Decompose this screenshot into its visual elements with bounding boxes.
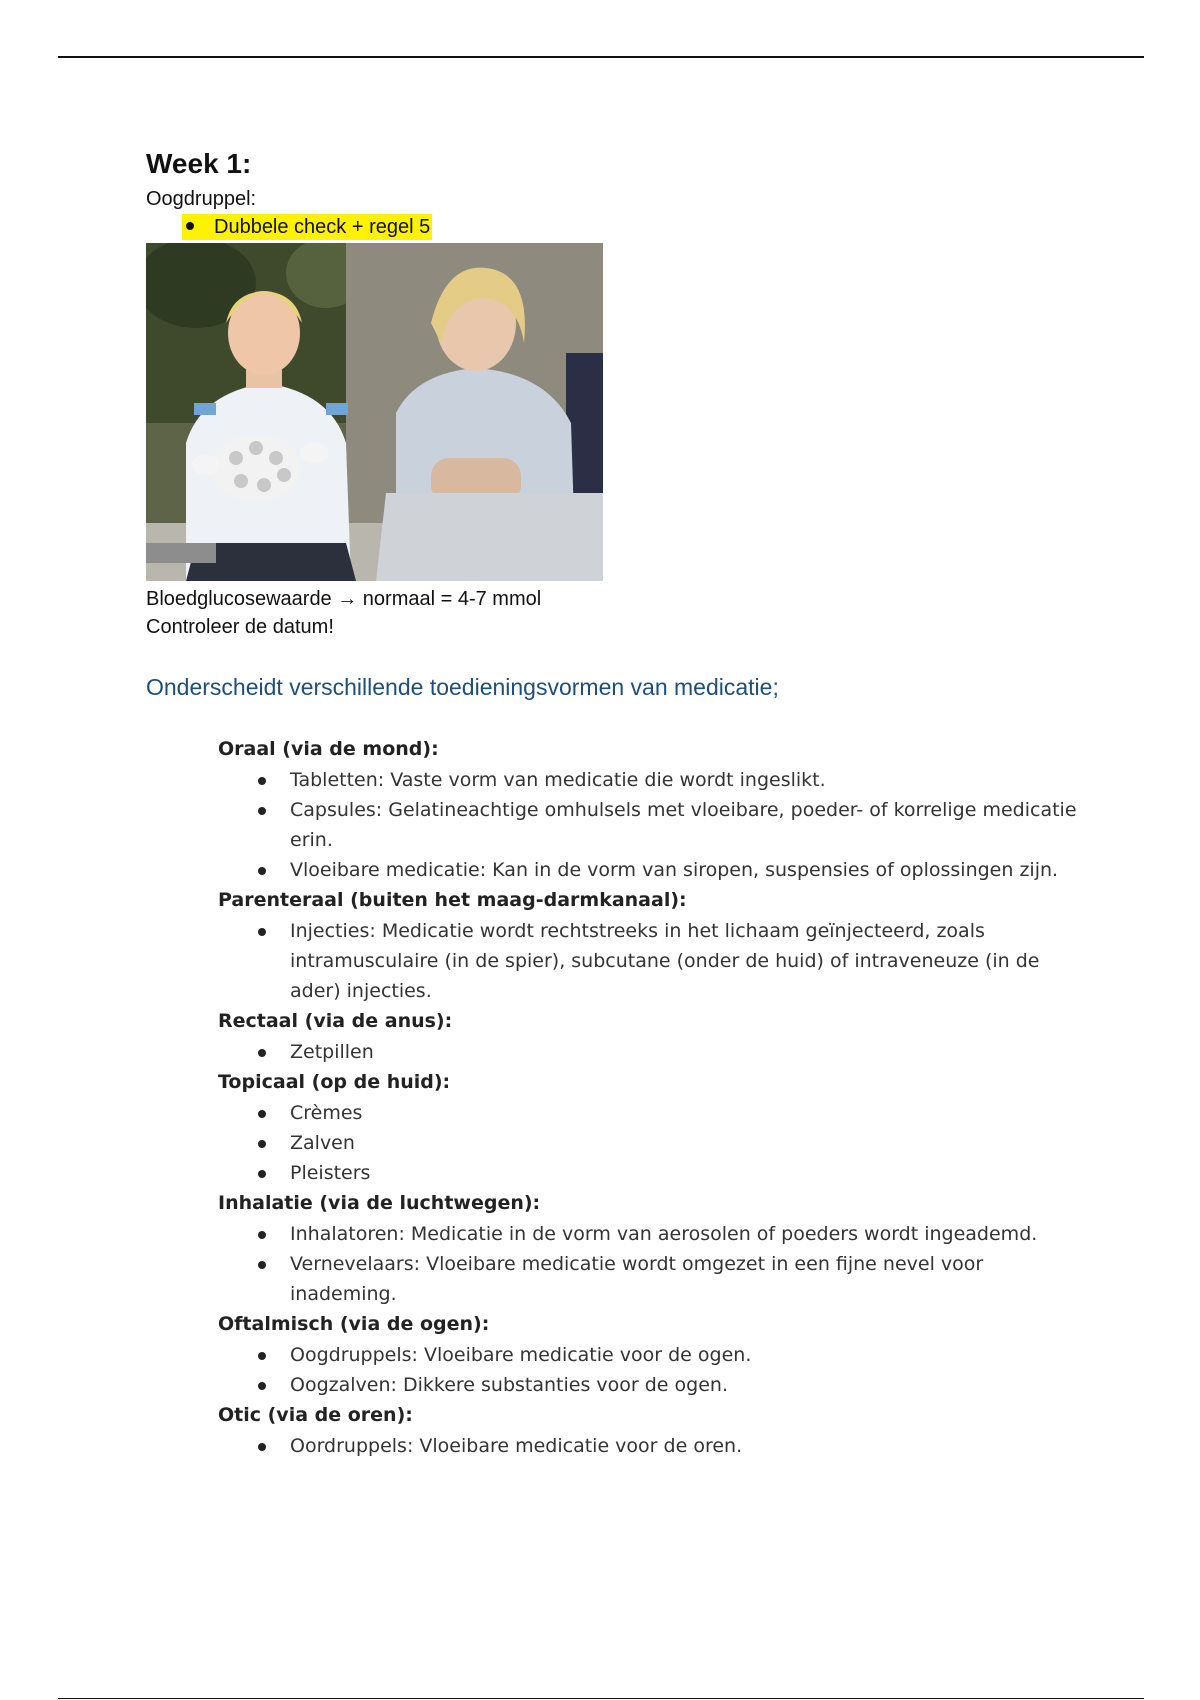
section-heading: Onderscheidt verschillende toedieningsvormen van medicatie; xyxy=(146,674,779,700)
category-label: Otic (via de oren): xyxy=(218,1404,413,1426)
list-item: Tabletten: Vaste vorm van medicatie die wordt ingeslikt. xyxy=(218,765,1078,795)
list-item: Vloeibare medicatie: Kan in de vorm van siropen, suspensies of oplossingen zijn. xyxy=(218,855,1078,885)
administration-forms-list xyxy=(218,734,1078,1461)
category-label: Oraal (via de mond): xyxy=(218,738,439,760)
list-item: Zetpillen xyxy=(218,1037,1078,1067)
date-check-note: Controleer de datum! xyxy=(146,616,334,638)
highlighted-text: Dubbele check + regel 5 xyxy=(214,216,431,238)
list-item: Injecties: Medicatie wordt rechtstreeks in het lichaam geïnjecteerd, zoals intramusculaire (in de spier), subcutane (onder de huid) of intraveneuze (in de ader) injecties. xyxy=(218,916,1078,1006)
nurse-patient-photo xyxy=(146,243,603,581)
list-item: Oordruppels: Vloeibare medicatie voor de oren. xyxy=(218,1431,1078,1461)
category-label: Topicaal (op de huid): xyxy=(218,1071,451,1093)
category-label: Rectaal (via de anus): xyxy=(218,1010,453,1032)
top-rule xyxy=(58,56,1144,58)
list-item: Capsules: Gelatineachtige omhulsels met vloeibare, poeder- of korrelige medicatie erin. xyxy=(218,795,1078,855)
list-item: Oogzalven: Dikkere substanties voor de ogen. xyxy=(218,1370,1078,1400)
highlighted-bullet xyxy=(182,214,432,240)
bullet-icon xyxy=(186,222,194,230)
form-group-ophthalmic xyxy=(218,1309,1078,1400)
list-item: Crèmes xyxy=(218,1098,1078,1128)
bottom-rule xyxy=(58,1698,1144,1699)
week-title: Week 1: xyxy=(146,148,252,179)
form-group-topical xyxy=(218,1067,1078,1188)
list-item: Zalven xyxy=(218,1128,1078,1158)
list-item: Pleisters xyxy=(218,1158,1078,1188)
form-group-otic xyxy=(218,1400,1078,1461)
category-label: Parenteraal (buiten het maag-darmkanaal): xyxy=(218,889,687,911)
form-group-rectal xyxy=(218,1006,1078,1067)
category-label: Inhalatie (via de luchtwegen): xyxy=(218,1192,541,1214)
form-group-parenteral xyxy=(218,885,1078,1006)
list-item: Oogdruppels: Vloeibare medicatie voor de ogen. xyxy=(218,1340,1078,1370)
list-item: Vernevelaars: Vloeibare medicatie wordt omgezet in een fijne nevel voor inademing. xyxy=(218,1249,1078,1309)
form-group-inhalation xyxy=(218,1188,1078,1309)
eye-drop-label: Oogdruppel: xyxy=(146,188,257,210)
category-label: Oftalmisch (via de ogen): xyxy=(218,1313,490,1335)
glucose-note: Bloedglucosewaarde → normaal = 4-7 mmol xyxy=(146,588,542,610)
list-item: Inhalatoren: Medicatie in de vorm van aerosolen of poeders wordt ingeademd. xyxy=(218,1219,1078,1249)
form-group-oral xyxy=(218,734,1078,885)
